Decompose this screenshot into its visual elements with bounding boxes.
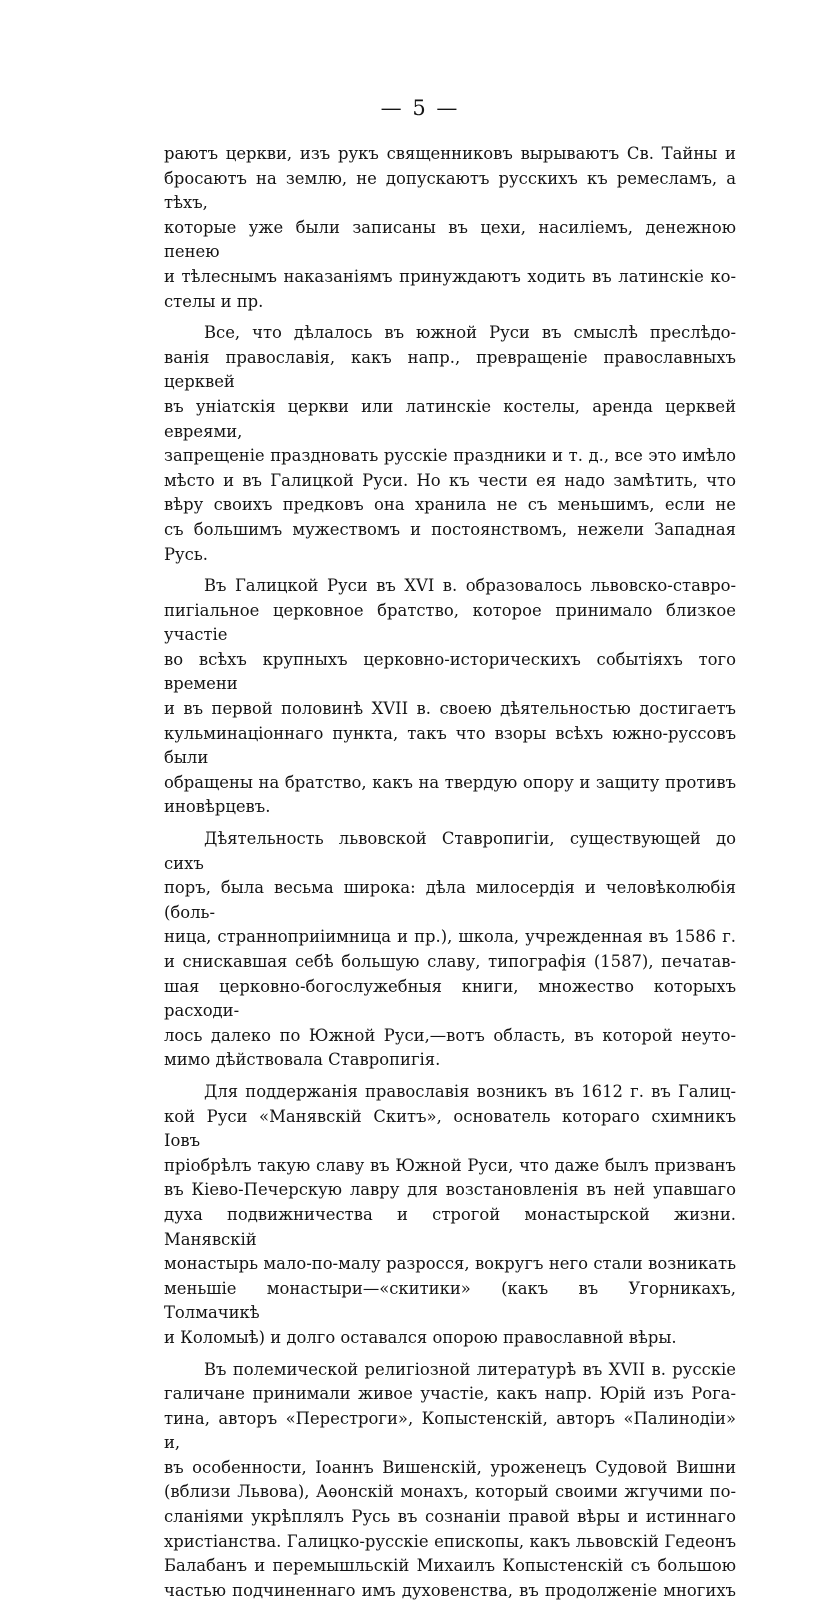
text-line: во всѣхъ крупныхъ церковно-историческихъ событіяхъ того времени <box>164 648 736 697</box>
text-line: мимо дѣйствовала Ставропигія. <box>164 1048 736 1073</box>
text-line: пигіальное церковное братство, которое принимало близкое участіе <box>164 599 736 648</box>
paragraph-gap <box>164 1351 736 1358</box>
text-line: тина, авторъ «Перестроги», Копыстенскій, авторъ «Палинодіи» и, <box>164 1407 736 1456</box>
text-line: въ Кіево-Печерскую лавру для возстановленія въ ней упавшаго <box>164 1178 736 1203</box>
text-line: Въ полемической религіозной литературѣ въ XVII в. русскіе <box>164 1358 736 1383</box>
text-line: и тѣлеснымъ наказаніямъ принуждаютъ ходить въ латинскіе ко- <box>164 265 736 290</box>
text-line: иновѣрцевъ. <box>164 795 736 820</box>
text-line: въ особенности, Іоаннъ Вишенскій, уроженецъ Судовой Вишни <box>164 1456 736 1481</box>
text-line: шая церковно-богослужебныя книги, множество которыхъ расходи- <box>164 975 736 1024</box>
text-line: галичане принимали живое участіе, какъ напр. Юрій изъ Рога- <box>164 1382 736 1407</box>
text-line: бросаютъ на землю, не допускаютъ русскихъ къ ремесламъ, а тѣхъ, <box>164 167 736 216</box>
paragraph <box>164 1358 736 1603</box>
paragraph <box>164 142 736 314</box>
text-line: Дѣятельность львовской Ставропигіи, существующей до сихъ <box>164 827 736 876</box>
text-line: лось далеко по Южной Руси,—вотъ область, въ которой неуто- <box>164 1024 736 1049</box>
text-line: и снискавшая себѣ большую славу, типографія (1587), печатав- <box>164 950 736 975</box>
text-line: Въ Галицкой Руси въ XVI в. образовалось львовско-ставро- <box>164 574 736 599</box>
text-line: ванія православія, какъ напр., превращеніе православныхъ церквей <box>164 346 736 395</box>
paragraph-gap <box>164 1073 736 1080</box>
text-line: монастырь мало-по-малу разросся, вокругъ него стали возникать <box>164 1252 736 1277</box>
text-line: мѣсто и въ Галицкой Руси. Но къ чести ея надо замѣтить, что <box>164 469 736 494</box>
text-line: Балабанъ и перемышльскій Михаилъ Копыстенскій съ большою <box>164 1554 736 1579</box>
text-line: и Коломыѣ) и долго оставался опорою православной вѣры. <box>164 1326 736 1351</box>
text-line: кульминаціоннаго пункта, такъ что взоры всѣхъ южно-руссовъ были <box>164 722 736 771</box>
paragraph <box>164 1080 736 1351</box>
text-line: христіанства. Галицко-русскіе епископы, какъ львовскій Гедеонъ <box>164 1530 736 1555</box>
paragraph-gap <box>164 314 736 321</box>
text-line: въ уніатскія церкви или латинскіе костелы, аренда церквей евреями, <box>164 395 736 444</box>
text-line: обращены на братство, какъ на твердую опору и защиту противъ <box>164 771 736 796</box>
page-number: — 5 — <box>0 96 840 120</box>
paragraph-gap <box>164 567 736 574</box>
text-line: съ большимъ мужествомъ и постоянствомъ, нежели Западная Русь. <box>164 518 736 567</box>
text-line: частью подчиненнаго имъ духовенства, въ продолженіе многихъ <box>164 1579 736 1603</box>
text-line: которые уже были записаны въ цехи, насиліемъ, денежною пенею <box>164 216 736 265</box>
paragraph <box>164 574 736 820</box>
text-line: раютъ церкви, изъ рукъ священниковъ вырываютъ Св. Тайны и <box>164 142 736 167</box>
paragraph <box>164 321 736 567</box>
text-line: сланіями укрѣплялъ Русь въ сознаніи правой вѣры и истиннаго <box>164 1505 736 1530</box>
text-line: Для поддержанія православія возникъ въ 1612 г. въ Галиц- <box>164 1080 736 1105</box>
text-line: меньшіе монастыри—«скитики» (какъ въ Угорникахъ, Толмачикѣ <box>164 1277 736 1326</box>
paragraph-gap <box>164 820 736 827</box>
text-line: ница, странноприіимница и пр.), школа, учрежденная въ 1586 г. <box>164 925 736 950</box>
text-line: пріобрѣлъ такую славу въ Южной Руси, что даже былъ призванъ <box>164 1154 736 1179</box>
text-line: духа подвижничества и строгой монастырской жизни. Манявскій <box>164 1203 736 1252</box>
text-line: вѣру своихъ предковъ она хранила не съ меньшимъ, если не <box>164 493 736 518</box>
text-line: поръ, была весьма широка: дѣла милосердія и человѣколюбія (боль- <box>164 876 736 925</box>
text-line: и въ первой половинѣ XVII в. своею дѣятельностью достигаетъ <box>164 697 736 722</box>
paragraph <box>164 827 736 1073</box>
text-line: кой Руси «Манявскій Скитъ», основатель котораго схимникъ Іовъ <box>164 1105 736 1154</box>
text-line: Все, что дѣлалось въ южной Руси въ смыслѣ преслѣдо- <box>164 321 736 346</box>
text-line: запрещеніе праздновать русскіе праздники и т. д., все это имѣло <box>164 444 736 469</box>
text-line: (вблизи Львова), Аѳонскій монахъ, который своими жгучими по- <box>164 1480 736 1505</box>
body-text <box>164 142 736 1603</box>
text-line: стелы и пр. <box>164 290 736 315</box>
